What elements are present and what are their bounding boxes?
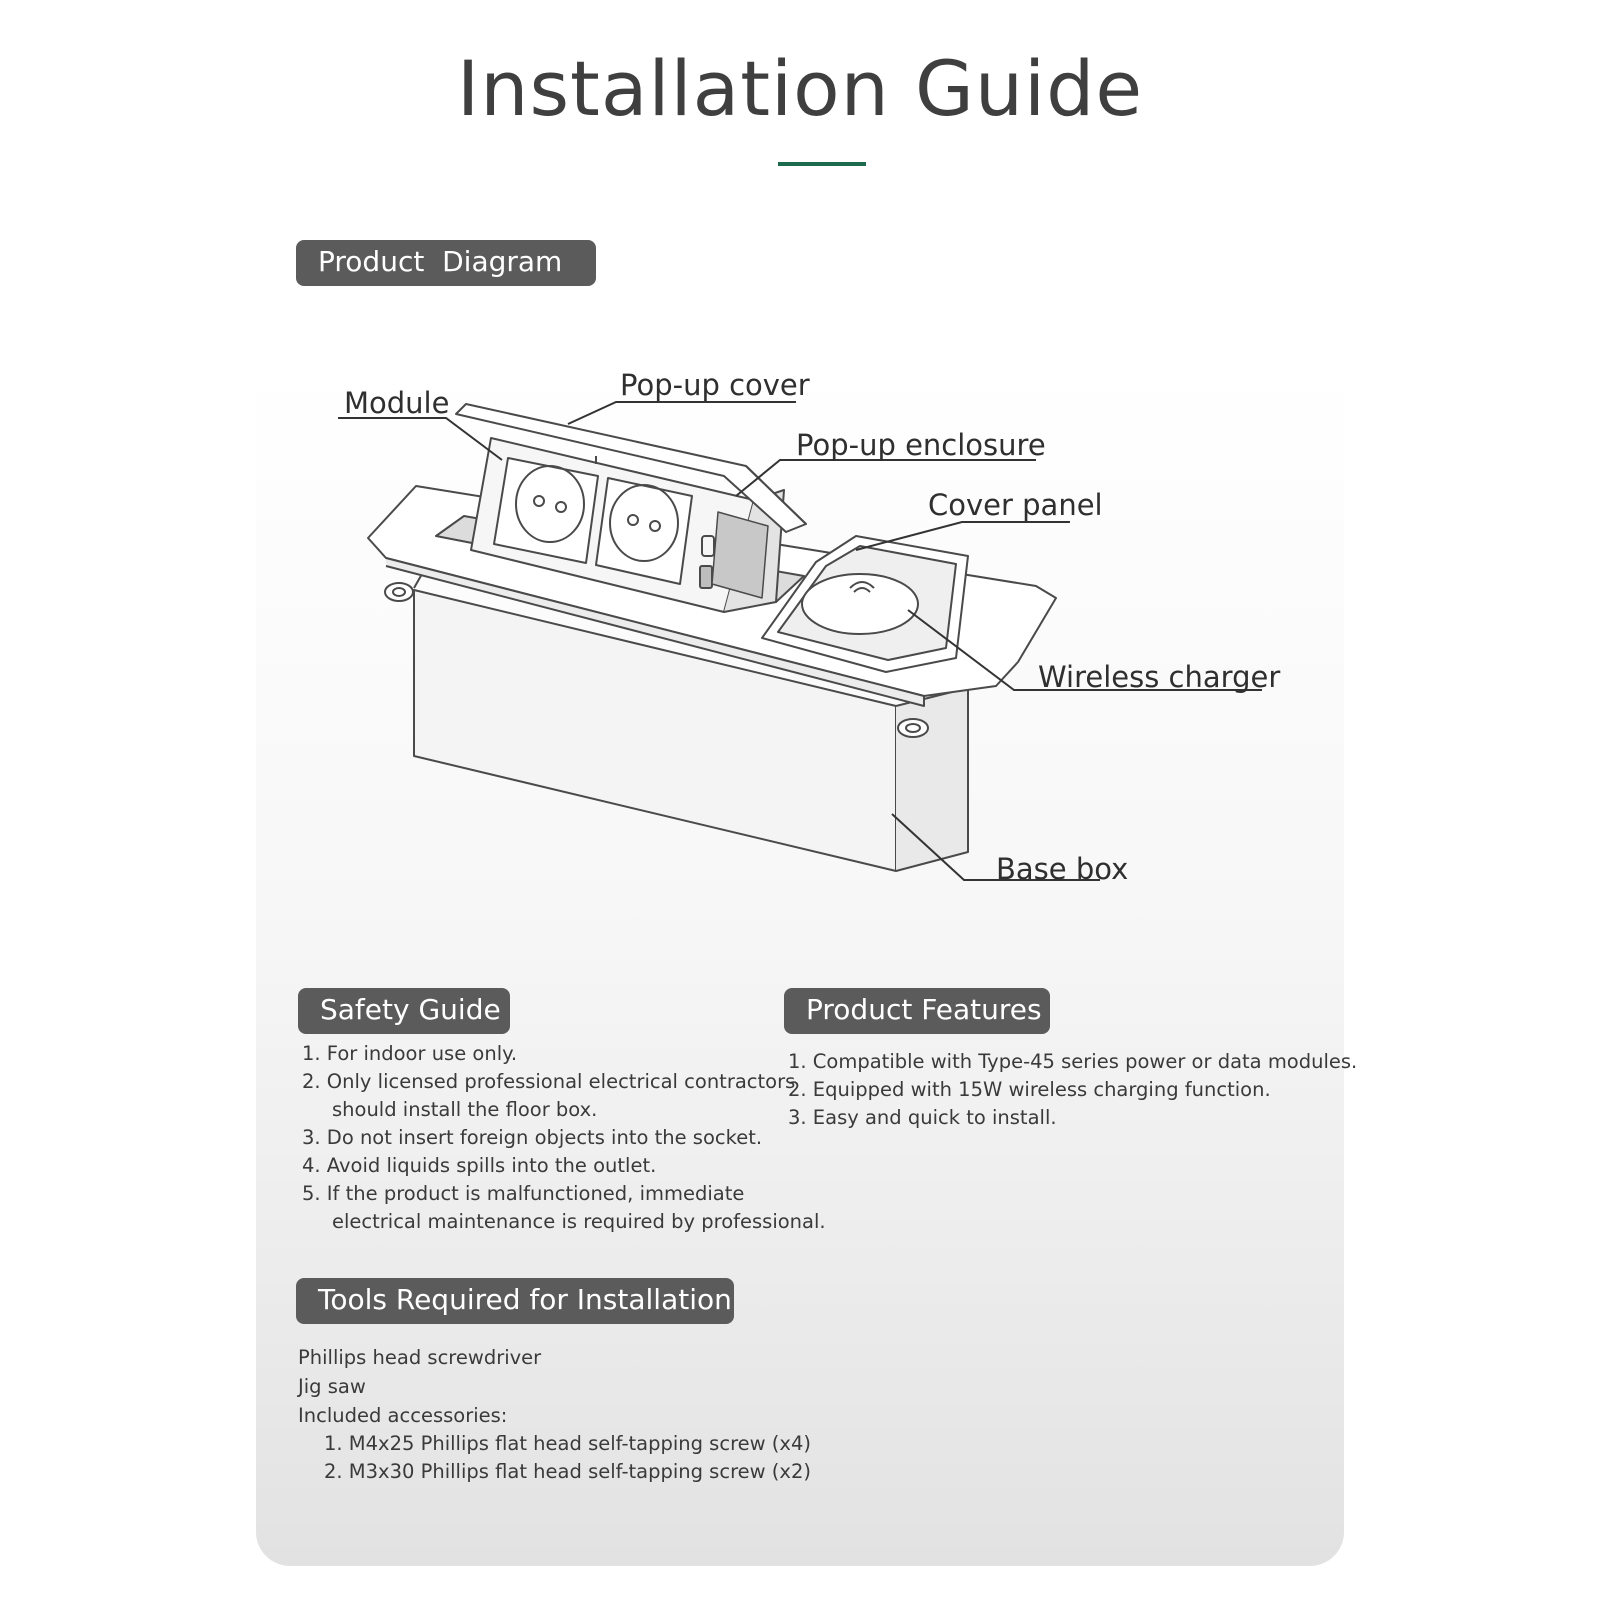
tools-list xyxy=(298,1343,811,1486)
list-item: 3. Do not insert foreign objects into the socket. xyxy=(302,1126,763,1149)
tool-line: Phillips head screwdriver xyxy=(298,1346,542,1369)
accessory-item: 1. M4x25 Phillips flat head self-tapping screw (x4) xyxy=(324,1432,811,1455)
product-features-heading: Product Features xyxy=(784,988,1050,1034)
list-item: 1. For indoor use only. xyxy=(302,1042,518,1065)
label-base-box: Base box xyxy=(996,852,1129,886)
label-wireless-charger: Wireless charger xyxy=(1038,660,1281,694)
list-item: 4. Avoid liquids spills into the outlet. xyxy=(302,1154,657,1177)
mounting-tab xyxy=(898,719,928,737)
safety-guide-heading: Safety Guide xyxy=(298,988,510,1034)
mounting-tab xyxy=(385,583,413,601)
product-features-list xyxy=(788,1048,1357,1132)
page-title: Installation Guide xyxy=(456,44,1144,133)
list-item: 5. If the product is malfunctioned, immediate electrical maintenance is required by professional. xyxy=(302,1182,826,1233)
list-item: 1. Compatible with Type-45 series power or data modules. xyxy=(788,1050,1358,1073)
list-item: 3. Easy and quick to install. xyxy=(788,1106,1057,1129)
tools-heading: Tools Required for Installation xyxy=(296,1278,734,1324)
tool-line: Included accessories: xyxy=(298,1404,508,1427)
label-popup-cover: Pop-up cover xyxy=(620,368,810,402)
label-popup-enclosure: Pop-up enclosure xyxy=(796,428,1046,462)
product-diagram-heading: Product Diagram xyxy=(296,240,596,286)
title-underline xyxy=(778,162,866,166)
tool-line: Jig saw xyxy=(298,1375,366,1398)
safety-guide-list xyxy=(302,1040,826,1236)
list-item: 2. Only licensed professional electrical contractors should install the floor box. xyxy=(302,1070,796,1121)
accessory-item: 2. M3x30 Phillips flat head self-tapping screw (x2) xyxy=(324,1460,811,1483)
label-module: Module xyxy=(344,386,450,420)
label-cover-panel: Cover panel xyxy=(928,488,1103,522)
list-item: 2. Equipped with 15W wireless charging function. xyxy=(788,1078,1271,1101)
